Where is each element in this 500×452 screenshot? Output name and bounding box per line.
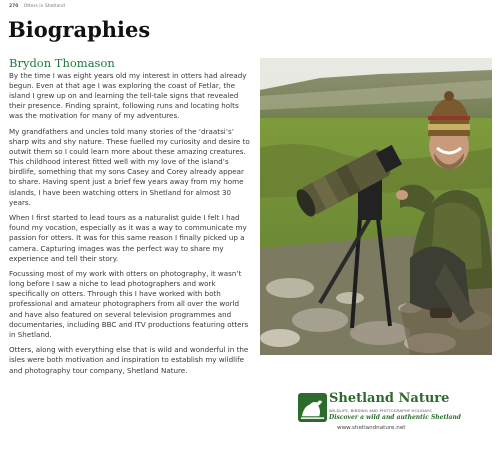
website-url: www.shetlandnature.net (337, 425, 406, 431)
running-header (9, 4, 65, 9)
author-name: Brydon Thomason (9, 56, 115, 70)
paragraph: By the time I was eight years old my interest in otters had already begun. Even at that age I was exploring the coast of Fetlar, the island I grew up on and learning the tell-tale signs that revealed their presence. Finding spraint, following runs and locating holts was the motivation for many of my adventures. (9, 71, 247, 121)
paragraph: My grandfathers and uncles told many stories of the ‘draatsi’s’ sharp wits and shy nature. These fuelled my curiosity and desire to outwit them so I could learn more about these amazing creatures. This childhood interest fitted well with my love of the island’s birdlife, something that my sons Casey and Corey already appear to share. Having spent just a brief few years away from my home islands, I have been watching otters in Shetland for almost 30 years. (9, 126, 250, 207)
photographer-with-telephoto-lens-icon (260, 58, 492, 355)
paragraph: When I first started to lead tours as a naturalist guide I felt I had found my vocation, especially as it was a way to communicate my passion for otters. It was for this same reason I finally picked up a camera. Capturing images was the perfect way to share my experience and tell their story. (9, 213, 247, 263)
page-number: 270 (9, 4, 19, 9)
shetland-nature-logo (298, 385, 473, 443)
photographer-photo (260, 58, 492, 355)
biography-text (9, 71, 252, 381)
logo-name: Shetland Nature (329, 391, 450, 406)
page-title: Biographies (8, 17, 151, 42)
logo-subtitle: WILDLIFE, BIRDING AND PHOTOGRAPHY HOLIDAYS (329, 408, 432, 413)
paragraph: Otters, along with everything else that is wild and wonderful in the isles were both motivation and inspiration to establish my wildlife and photography tour company, Shetland Nature. (9, 345, 249, 375)
otter-silhouette-icon (298, 393, 327, 422)
logo-tagline: Discover a wild and authentic Shetland (329, 414, 461, 421)
running-title: Otters in Shetland (23, 4, 65, 9)
paragraph: Focussing most of my work with otters on photography, it wasn’t long before I saw a niche to lead photographers and work specifically on otters. Through this I have worked with both professional and amateur photographers from all over the world and have also featured on several television programmes and documentaries, including BBC and ITV productions featuring otters in Shetland. (9, 269, 249, 339)
